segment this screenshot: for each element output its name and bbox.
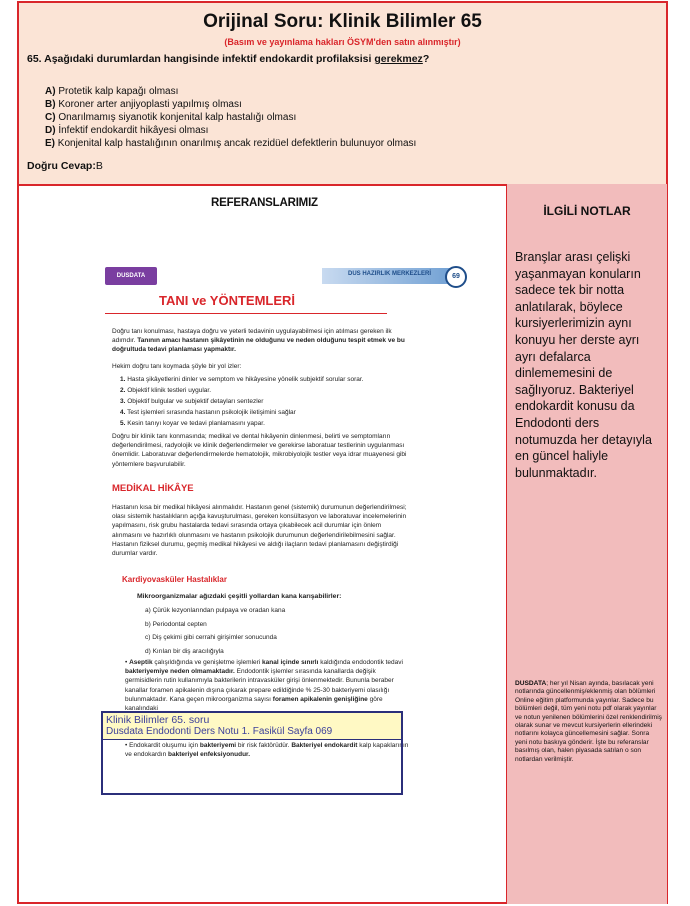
plain-phrase: bir risk faktörüdür.: [236, 742, 292, 749]
question-text: [27, 53, 429, 65]
answer-label: Doğru Cevap:: [27, 160, 96, 172]
item-number: 3.: [120, 398, 126, 405]
plain-phrase: göre kanalındaki: [125, 695, 383, 713]
bold-phrase: foramen apikalenin genişliğine: [272, 695, 368, 703]
reference-caption-label: [103, 713, 401, 740]
list-item: [145, 645, 285, 659]
steps-list: [120, 374, 364, 429]
notes-footnote: [515, 680, 662, 764]
question-panel: [19, 3, 666, 186]
item-number: 4.: [120, 409, 126, 416]
plain-phrase: kalp kapaklarının ve endokardın: [125, 742, 409, 759]
option-text: Onarılmamış siyanotik konjenital kalp hastalığı olması: [55, 112, 297, 123]
list-item: [120, 374, 364, 385]
page-heading: TANI ve YÖNTEMLERİ: [158, 293, 296, 308]
item-text: Kırılan bir diş aracılığıyla: [150, 647, 224, 655]
page-title: Orijinal Soru: Klinik Bilimler 65: [203, 11, 482, 32]
question-underlined-word: gerekmez: [374, 53, 423, 65]
copyright-note: (Basım ve yayınlama hakları ÖSYM'den satın alınmıştır): [224, 37, 461, 47]
bold-phrase: Bakteriyel endokardit: [291, 742, 358, 749]
answer-options: [45, 85, 416, 150]
list-item: [120, 385, 364, 396]
option-letter: D): [45, 125, 56, 136]
item-number: b): [145, 620, 151, 628]
paragraph-intro: [112, 327, 412, 355]
section-medical-history: MEDİKAL HİKÂYE: [112, 483, 194, 494]
bold-phrase: Aseptik: [129, 659, 153, 666]
plain-phrase: çalışıldığında ve genişletme işlemleri: [152, 659, 263, 666]
plain-phrase: Endodontik işlemler sırasında kanallarda değişik germisidlerin rutin kullanımıyla bakterilerin intravasküler girişi önlenmektedir. Bununla beraber kanallar foramen apikalenin dışına çıkarak prepare edildiğinde % 25-30 bakteriyemi olasılığı bulunmaktadır. Kana geçen mikroorganizma sayısı: [125, 668, 394, 703]
dusdata-logo: DUSDATA: [105, 267, 157, 285]
heading-rule: [105, 313, 387, 314]
option-e: [45, 137, 416, 150]
list-item: [145, 618, 285, 632]
paragraph-path: Hekim doğru tanı koymada şöyle bir yol izler:: [112, 363, 242, 370]
option-d: [45, 124, 416, 137]
option-c: [45, 111, 416, 124]
item-text: Test işlemleri sırasında hastanın psikolojik iletişimini sağlar: [125, 409, 296, 416]
caption-source: Dusdata Endodonti Ders Notu 1. Fasikül Sayfa 069: [106, 726, 333, 737]
bold-phrase: bakteriyemi: [199, 742, 237, 749]
item-text: Kesin tanıyı koyar ve tedavi planlamasını yapar.: [125, 420, 265, 427]
related-notes-panel: [506, 184, 667, 904]
option-a: [45, 85, 416, 98]
option-letter: A): [45, 86, 56, 97]
plain-phrase: kaldığında endodontik tedavi: [318, 659, 403, 666]
item-text: Hasta şikâyetlerini dinler ve semptom ve hikâyesine yönelik subjektif sorular sorar.: [125, 376, 364, 383]
item-text: Çürük lezyonlarından pulpaya ve oradan kana: [150, 607, 286, 614]
option-letter: B): [45, 99, 56, 110]
item-text: Objektif bulgular ve subjektif detayları sentezler: [125, 398, 264, 405]
item-text: Periodontal cepten: [150, 620, 207, 628]
item-number: c): [145, 634, 151, 641]
page-banner: [322, 268, 457, 284]
paragraph-history: Hastanın kısa bir medikal hikâyesi alınmalıdır. Hastanın genel (sistemik) durumunun değerlendirilmesi; olası sistemik hastalıkların açığa kavuşturulması, gereken konsültasyon ve laboratuvar incelemelerinin yapılmasını, risk grubu hastalarda tedavi sırasında ortaya çıkabilecek acil durumlar için önlem alınmasını ve hazırlıklı olunmasını ve hastanın psikolojik durumunun değerlendirilebilmesini sağlar. Hastanın fiziksel durumu, geçmiş medikal hikâyesi ve aldığı ilaçların tedavi planlamasını değiştirdiği durumlar vardır.: [112, 504, 407, 558]
item-number: d): [145, 647, 151, 655]
option-letter: C): [45, 112, 56, 123]
item-number: a): [145, 607, 151, 614]
item-number: 2.: [120, 387, 126, 394]
list-item: [145, 631, 285, 645]
list-item: [145, 604, 285, 618]
bullet-aseptic: • Aseptik çalışıldığında ve genişletme işlemleri kanal içinde sınırlı kaldığında endodontik tedavi bakteriyemiye neden olmamaktadır. Endodontik işlemler sırasında kanallarda değişik germisidlerin rutin kullanımıyla bakterilerin intravasküler girişi önlenmektedir. Bununla beraber kanallar foramen apikalenin dışına çıkarak prepare edildiğinde % 25-30 bakteriyemi olasılığı bulunmaktadır. Kana geçen mikroorganizma sayısı foramen apikalenin genişliğine göre kanalındaki: [125, 659, 403, 713]
option-b: [45, 98, 416, 111]
bold-phrase: bakteriyemiye neden olmamaktadır.: [125, 668, 235, 676]
banner-text: DUS HAZIRLIK MERKEZLERİ: [348, 271, 431, 277]
option-text: Protetik kalp kapağı olması: [55, 86, 179, 97]
option-text: Konjenital kalp hastalığının onarılmış ancak rezidüel defektlerin bulunuyor olması: [55, 138, 417, 149]
answer-value: B: [95, 160, 103, 172]
item-number: 5.: [120, 420, 126, 427]
caption-question: Klinik Bilimler 65. soru: [106, 714, 210, 726]
footnote-text: ; her yıl Nisan ayında, basılacak yeni notlarında güncellenmiş/eklenmiş olan bölümleri Online eğitim platformunda yayınlar. Sadece bu bölümleri değil, tüm yeni notu pdf olarak yayınlar ve notun yenilenen bölümlerini özel renklendirilmiş olarak sunar ve mevcut kursiyerlerin ellerindeki notlarını kolayca güncellemesini sağlar. Sonra yeni notu baskıya gönderir. İşte bu referanslar basılmış olan, halen piyasada satılan o son notlardan verilmiştir.: [515, 680, 662, 763]
routes-intro: Mikroorganizmalar ağızdaki çeşitli yollardan kana karışabilirler:: [137, 593, 342, 600]
routes-list: [145, 604, 285, 658]
bullet-endocarditis: • Endokardit oluşumu için bakteriyemi bir risk faktörüdür. Bakteriyel endokardit kalp kapaklarının ve endokardın bakteriyel enfeksiyonudur.: [125, 742, 409, 759]
para-text: Doğru tanı konulması, hastaya doğru ve yeterli tedavinin uygulayabilmesi için atılması gereken ilk adımdır.: [112, 328, 392, 345]
option-letter: E): [45, 138, 55, 149]
notes-body: Branşlar arası çelişki yaşanmayan konuların sadece tek bir notta anlatılarak, böylece kursiyerlerimizin aynı konuyu her derste ayrı ayrı defalarca dinlememesini de sağlıyoruz. Bakteriyel endokardit konusu da Endodonti ders notumuzda her detayıyla en güncel haliyle bulunmaktadır.: [515, 250, 652, 480]
question-mark: ?: [422, 53, 430, 65]
option-text: İnfektif endokardit hikâyesi olması: [55, 125, 209, 136]
item-number: 1.: [120, 376, 126, 383]
bold-phrase: bakteriyel enfeksiyonudur.: [168, 751, 251, 759]
page-number: 69: [445, 266, 467, 288]
references-title: REFERANSLARIMIZ: [211, 197, 318, 209]
list-item: [120, 418, 364, 429]
list-item: [120, 407, 364, 418]
notes-title: İLGİLİ NOTLAR: [543, 204, 631, 218]
list-item: [120, 396, 364, 407]
correct-answer: [27, 160, 103, 172]
item-text: Objektif klinik testleri uygular.: [125, 387, 212, 394]
bold-phrase: kanal içinde sınırlı: [262, 659, 319, 666]
option-text: Koroner arter anjiyoplasti yapılmış olması: [55, 99, 242, 110]
plain-phrase: Endokardit oluşumu için: [129, 742, 200, 749]
reference-caption-box: [101, 711, 403, 795]
footnote-brand: DUSDATA: [515, 680, 547, 687]
question-stem: 65. Aşağıdaki durumlardan hangisinde infektif endokardit profilaksisi: [27, 53, 375, 65]
section-cardiovascular: Kardiyovasküler Hastalıklar: [122, 575, 227, 584]
paragraph-diagnosis: Doğru bir klinik tanı konmasında; medikal ve dental hikâyenin dinlenmesi, belirti ve semptomların değerlendirilmesi, radyolojik ve klinik değerlendirmeler ve gerekirse laboratuar testlerinin uygulanması önemlidir. Laboratuvar değerlendirmelerde hematolojik, mikrobiyolojik testler veya idrar muayenesi gibi yöntemlere başvurulabilir.: [112, 433, 407, 468]
item-text: Diş çekimi gibi cerrahi girişimler sonucunda: [150, 634, 277, 641]
para-bold: Tanının amacı hastanın şikâyetinin ne olduğunu ve neden olduğunu tespit etmek ve bu doğrultuda tedavi planlaması yapmaktır.: [112, 337, 405, 354]
